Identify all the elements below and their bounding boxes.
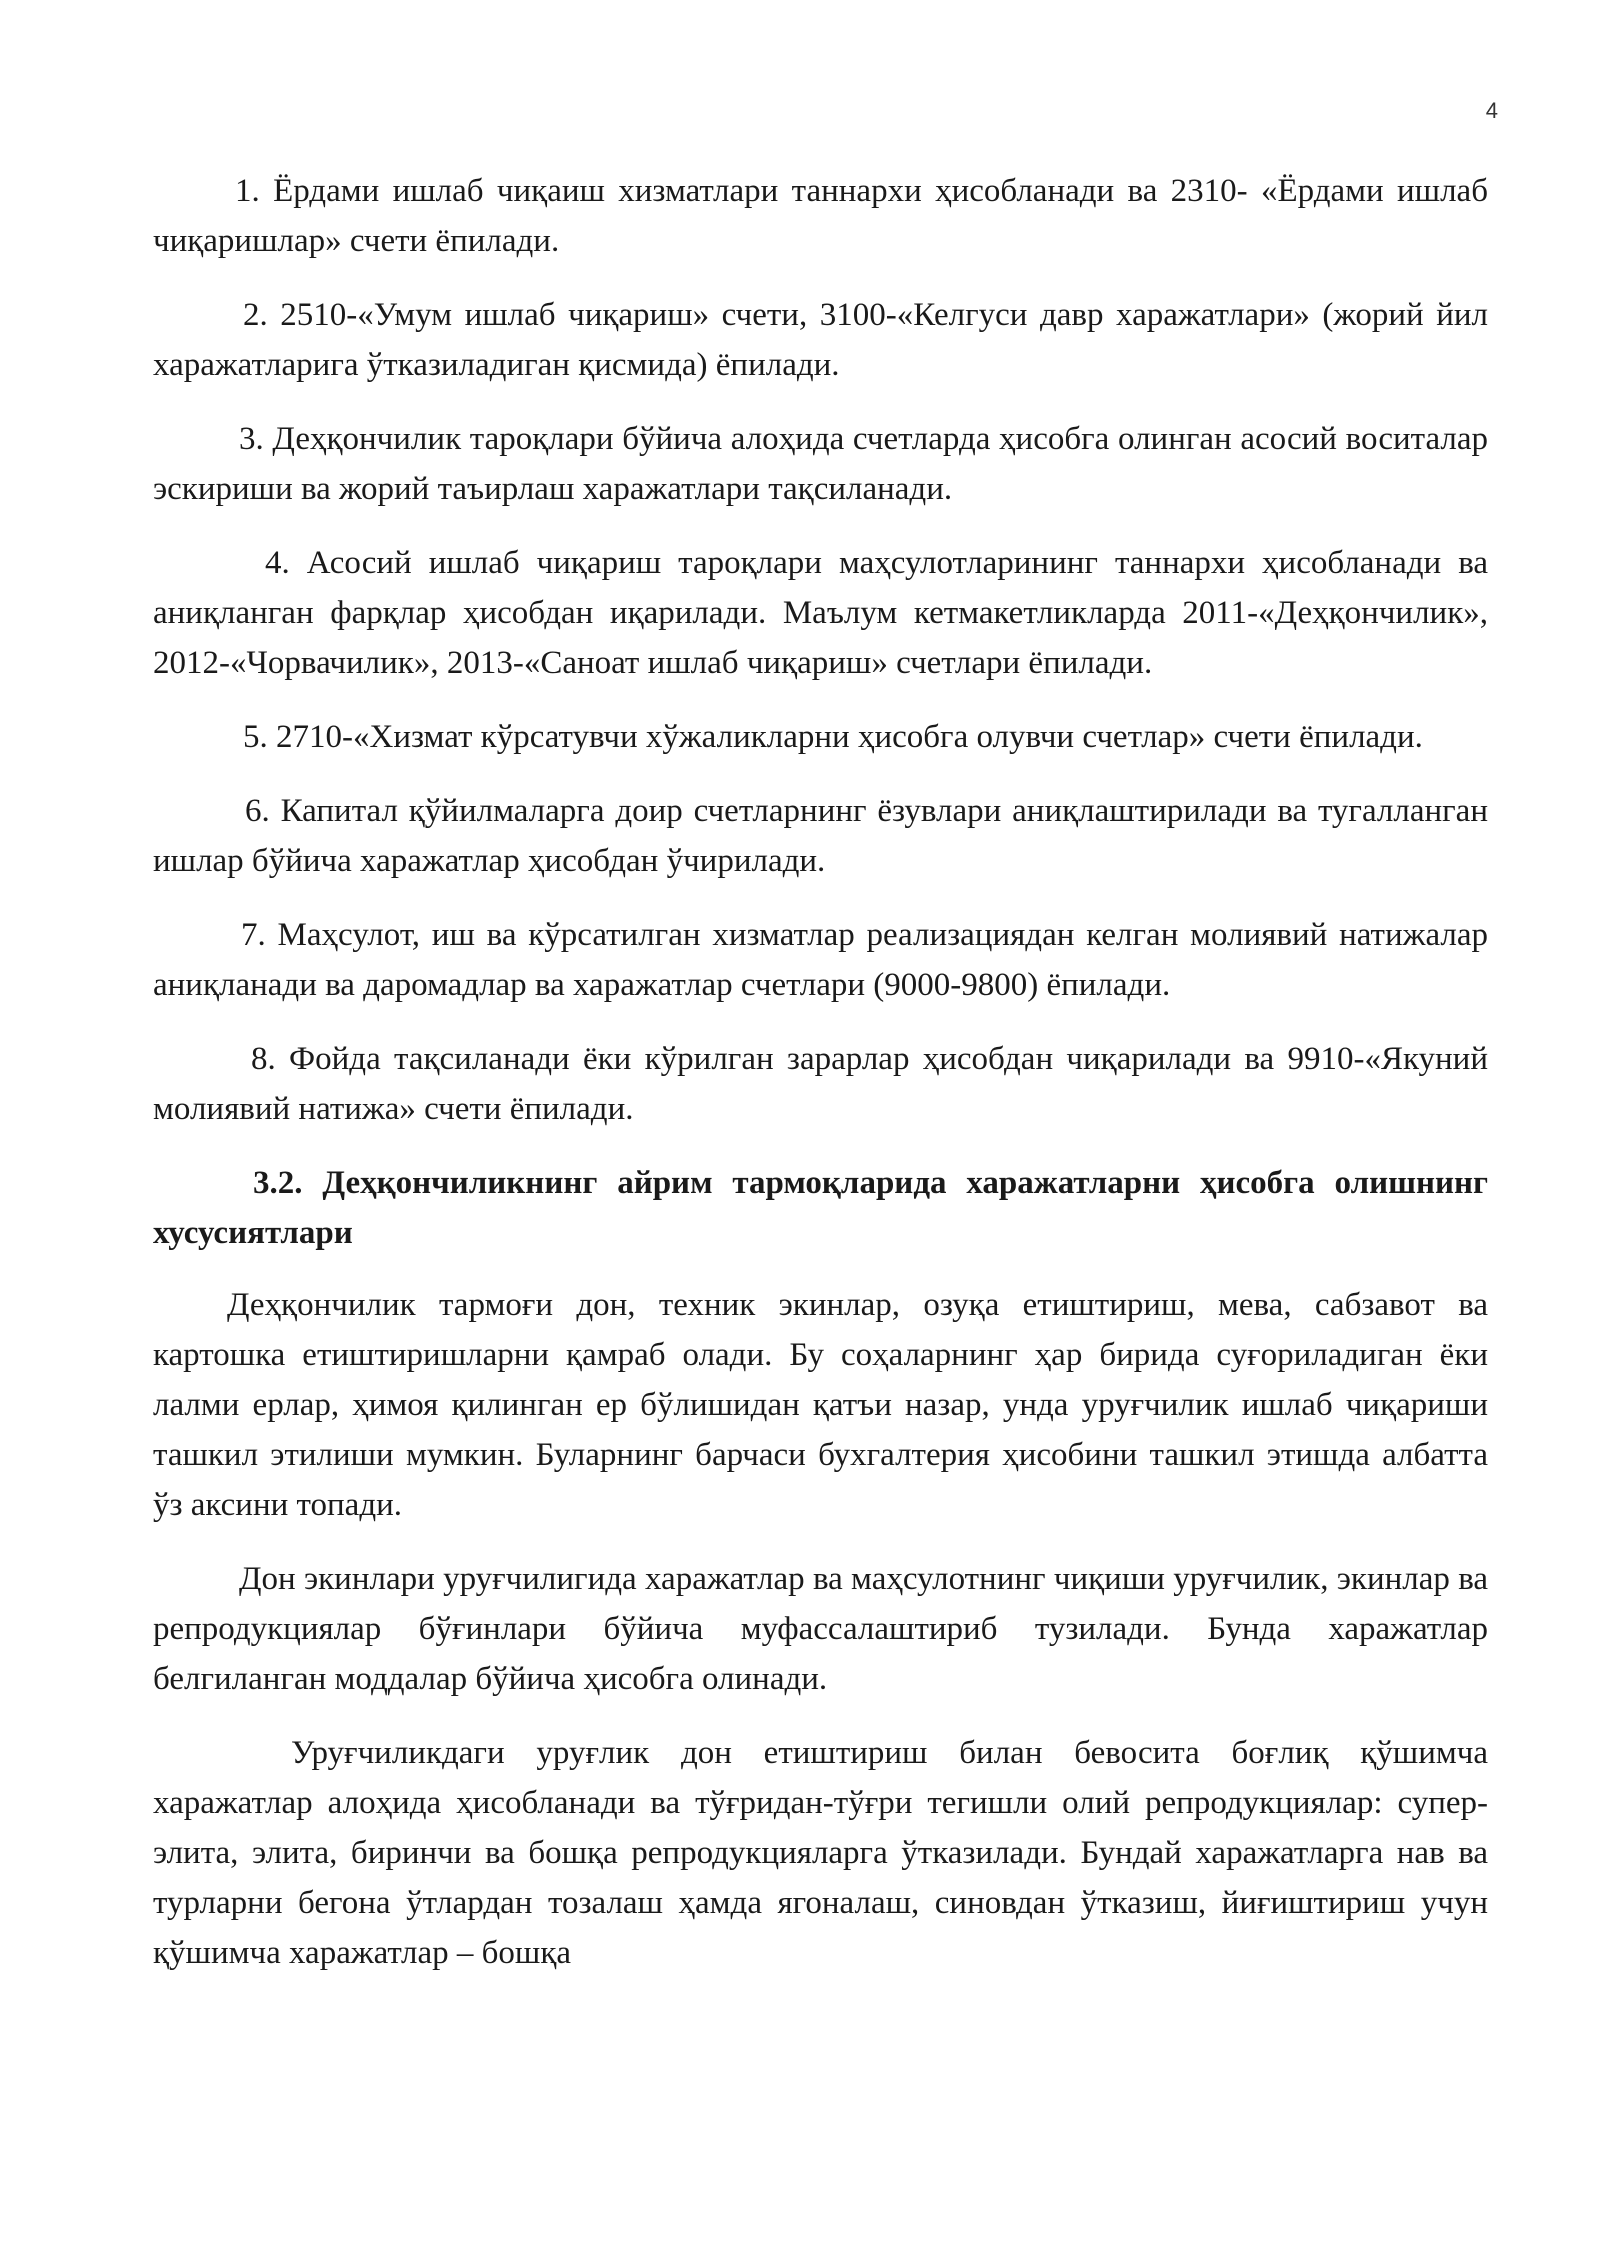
list-item-3: 3. Деҳқончилик тароқлари бўйича алоҳида счетларда ҳисобга олинган асосий воситалар эскириши ва жорий таъирлаш харажатлари тақсиланади. [153, 421, 1488, 507]
list-item-7: 7. Маҳсулот, иш ва кўрсатилган хизматлар реализациядан келган молиявий натижалар аниқланади ва даромадлар ва харажатлар счетлари (9000-9800) ёпилади. [153, 917, 1488, 1003]
body-paragraph-2: Дон экинлари уруғчилигида харажатлар ва маҳсулотнинг чиқиши уруғчилик, экинлар ва репродукциялар бўғинлари бўйича муфассалаштириб тузилади. Бунда харажатлар белгиланган моддалар бўйича ҳисобга олинади. [153, 1561, 1488, 1697]
document-body [153, 166, 1488, 2002]
list-item-6: 6. Капитал қўйилмаларга доир счетларнинг ёзувлари аниқлаштирилади ва тугалланган ишлар бўйича харажатлар ҳисобдан ўчирилади. [153, 793, 1488, 879]
section-heading: 3.2. Деҳқончиликнинг айрим тармоқларида харажатларни ҳисобга олишнинг хусусиятлари [153, 1165, 1488, 1251]
page-number: 4 [1485, 98, 1498, 123]
list-item-2: 2. 2510-«Умум ишлаб чиқариш» счети, 3100-«Келгуси давр харажатлари» (жорий йил харажатларига ўтказиладиган қисмида) ёпилади. [153, 297, 1488, 383]
list-item-1: 1. Ёрдами ишлаб чиқаиш хизматлари таннархи ҳисобланади ва 2310- «Ёрдами ишлаб чиқаришлар» счети ёпилади. [153, 173, 1488, 259]
list-item-4: 4. Асосий ишлаб чиқариш тароқлари маҳсулотларининг таннархи ҳисобланади ва аниқланган фарқлар ҳисобдан иқарилади. Маълум кетмакетликларда 2011-«Деҳқончилик», 2012-«Чорвачилик», 2013-«Саноат ишлаб чиқариш» счетлари ёпилади. [153, 545, 1488, 681]
list-item-8: 8. Фойда тақсиланади ёки кўрилган зарарлар ҳисобдан чиқарилади ва 9910-«Якуний молиявий натижа» счети ёпилади. [153, 1041, 1488, 1127]
body-paragraph-3: Уруғчиликдаги уруғлик дон етиштириш билан бевосита боғлиқ қўшимча харажатлар алоҳида ҳисобланади ва тўғридан-тўғри тегишли олий репродукциялар: супер-элита, элита, биринчи ва бошқа репродукцияларга ўтказилади. Бундай харажатларга нав ва турларни бегона ўтлардан тозалаш ҳамда ягоналаш, синовдан ўтказиш, йиғиштириш учун қўшимча харажатлар – бошқа [153, 1735, 1488, 1971]
list-item-5: 5. 2710-«Хизмат кўрсатувчи хўжаликларни ҳисобга олувчи счетлар» счети ёпилади. [243, 719, 1423, 755]
body-paragraph-1: Деҳқончилик тармоғи дон, техник экинлар, озуқа етиштириш, мева, сабзавот ва картошка етиштиришларни қамраб олади. Бу соҳаларнинг ҳар бирида суғориладиган ёки лалми ерлар, ҳимоя қилинган ер бўлишидан қатъи назар, унда уруғчилик ишлаб чиқариши ташкил этилиши мумкин. Буларнинг барчаси бухгалтерия ҳисобини ташкил этишда албатта ўз аксини топади. [153, 1287, 1488, 1523]
